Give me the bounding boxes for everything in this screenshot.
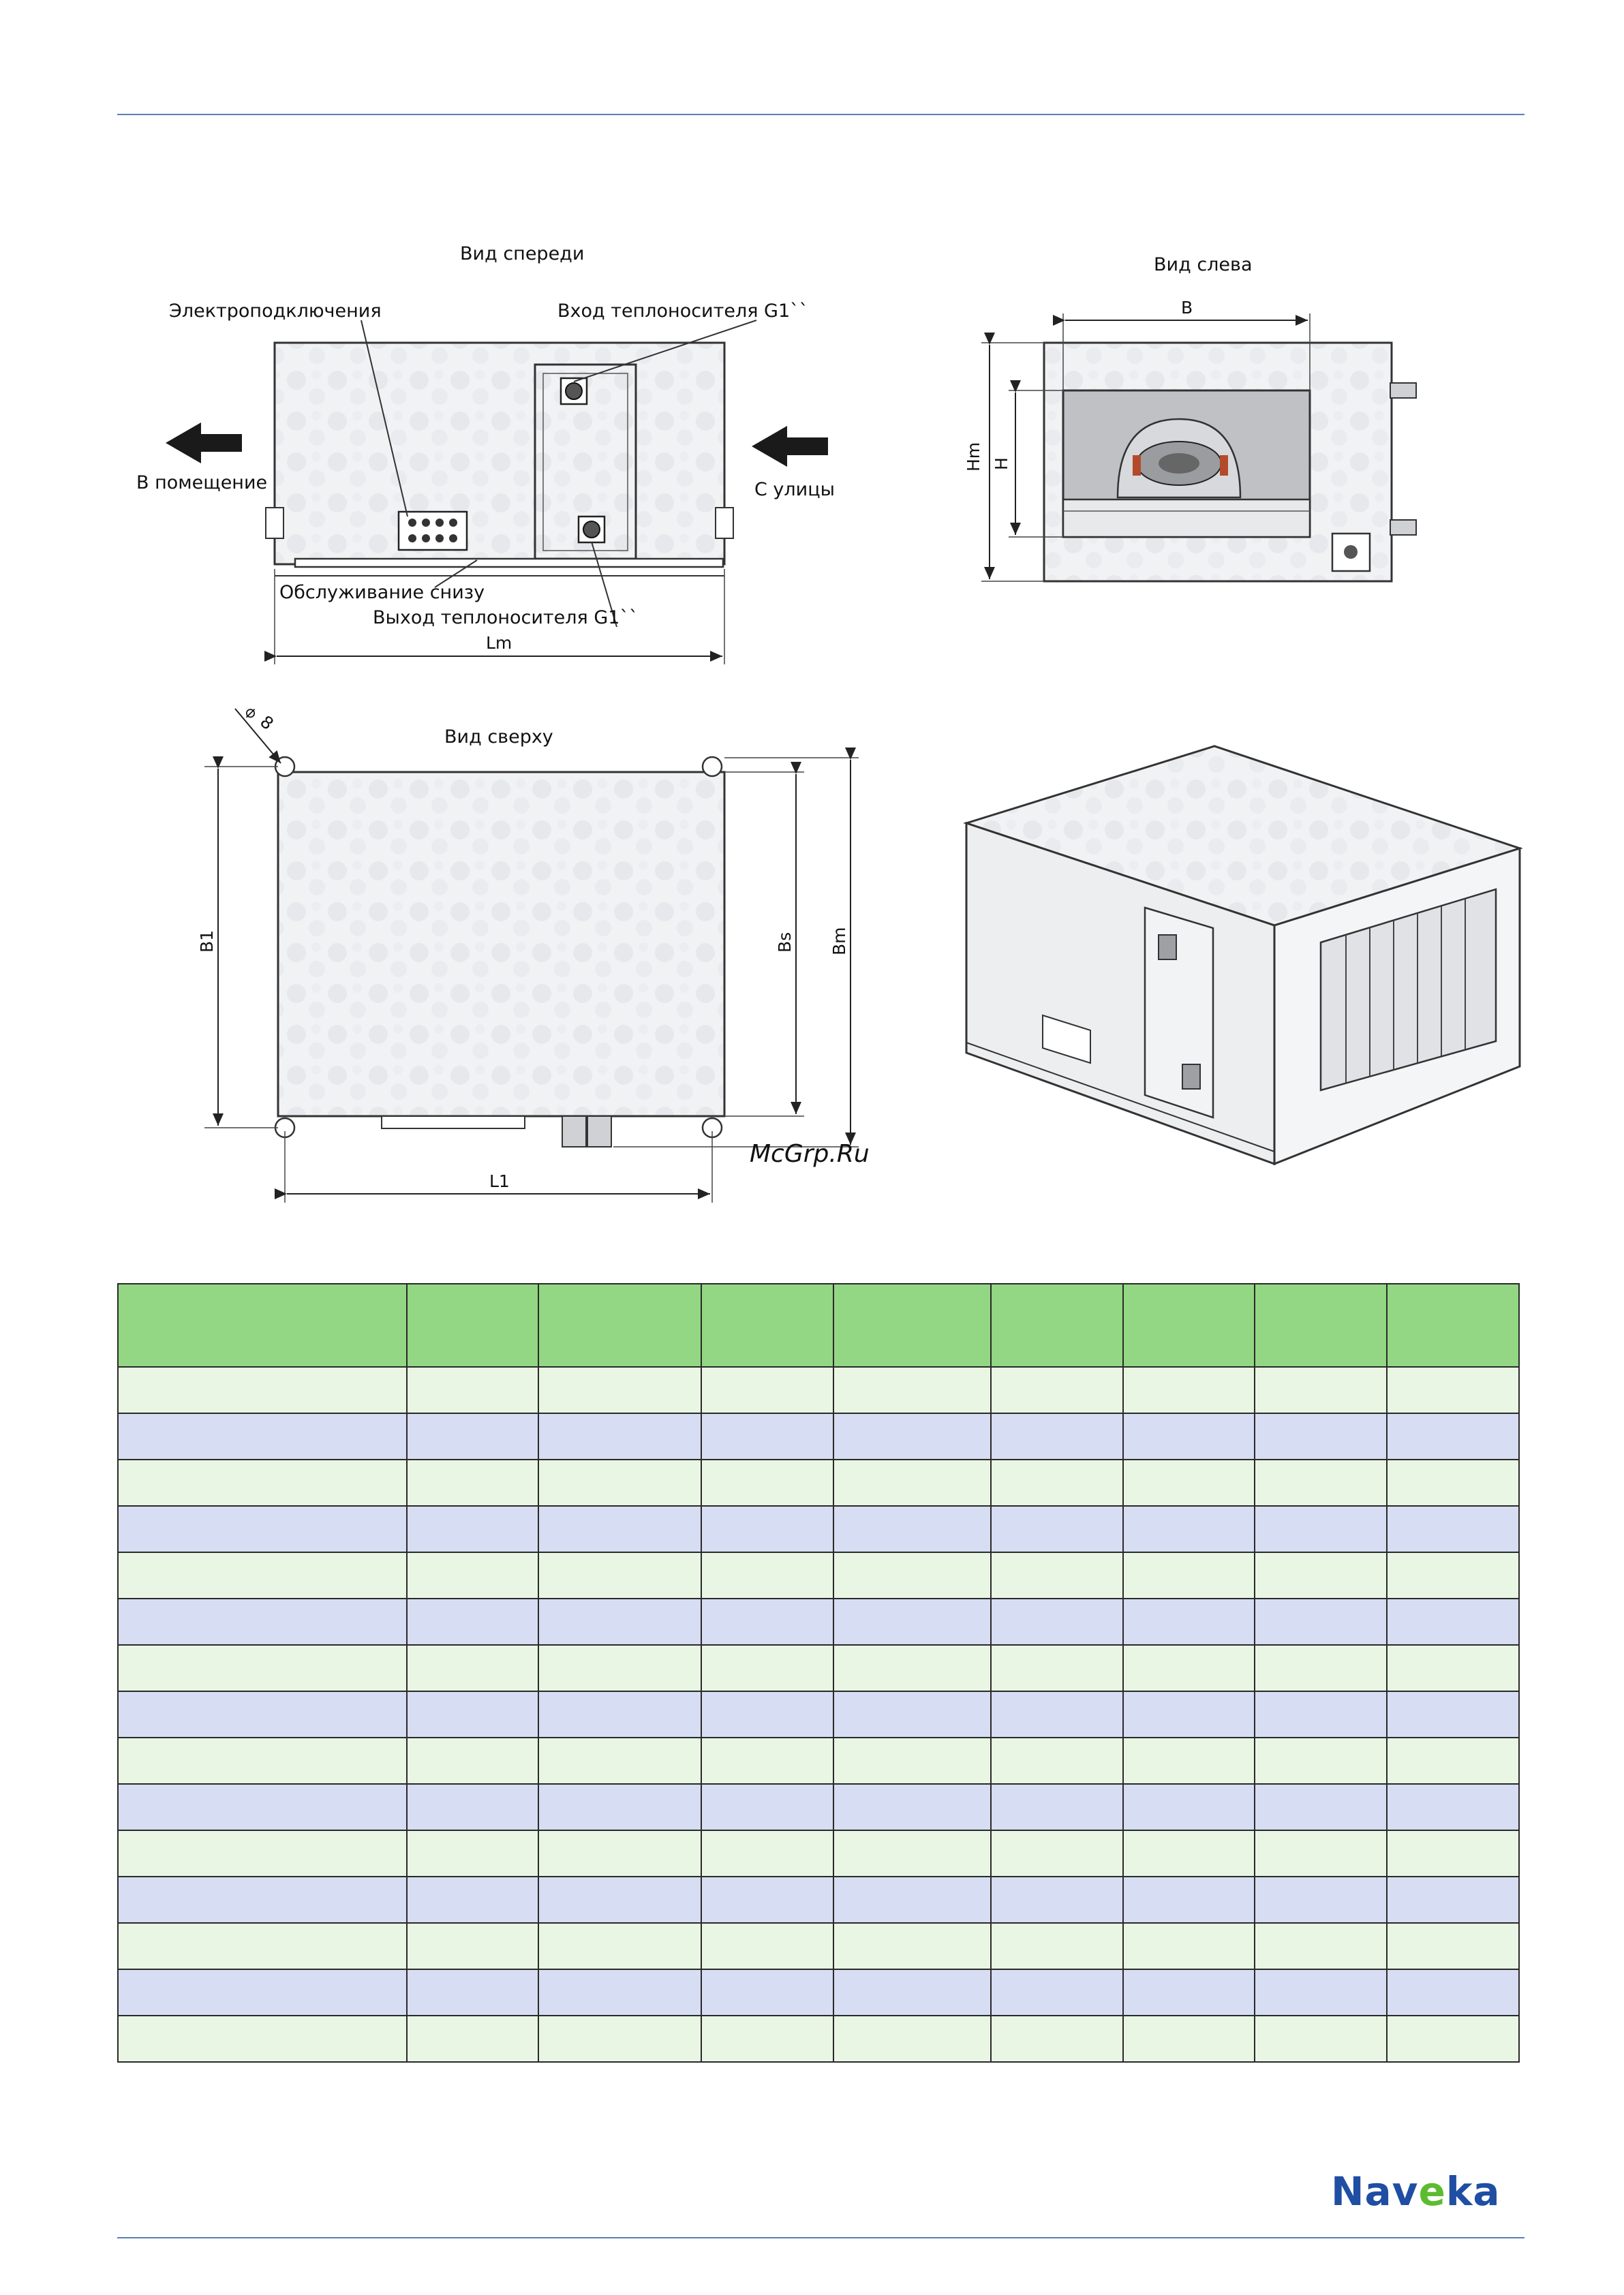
table-row [118,1645,1519,1691]
front-view [136,243,835,664]
left-view [964,254,1416,581]
bottom-rule [117,2237,1525,2238]
label-from-street: С улицы [754,479,835,500]
table-row [118,1923,1519,1969]
dim-lm: Lm [486,633,512,653]
table-row [118,1552,1519,1599]
table-row [118,1506,1519,1552]
dim-b: B [1181,298,1193,318]
spec-table-header [118,1284,1519,1367]
isometric-view [750,746,1520,1168]
naveka-logo [1331,2168,1522,2216]
inlet-fitting-icon [561,378,587,404]
left-view-title: Вид слева [1154,254,1253,275]
dim-hole: 8 [256,711,277,734]
electrical-gland-plate [399,512,467,550]
table-row [118,1830,1519,1877]
table-row [118,1460,1519,1506]
top-view-body [278,772,724,1116]
table-row [118,1784,1519,1830]
front-view-title: Вид спереди [460,243,585,264]
label-service: Обслуживание снизу [279,582,485,603]
dim-h: H [992,457,1011,470]
dim-hole-diameter-icon: ⌀ [245,702,256,722]
dim-bs: Bs [775,931,795,953]
front-view-body [275,343,724,564]
outlet-fitting-icon [579,517,604,542]
logo-text-main: Nav [1331,2168,1419,2215]
dim-b1: B1 [197,929,217,953]
top-view [197,702,859,1203]
label-to-room: В помещение [136,472,268,493]
table-row [118,1969,1519,2016]
table-row [118,1413,1519,1460]
table-row [118,1877,1519,1923]
dim-bm: Bm [829,927,849,955]
dim-hm: Hm [964,442,983,472]
table-row [118,1691,1519,1738]
top-view-title: Вид сверху [444,726,553,748]
airflow-out-arrow-icon [166,422,242,463]
logo-text-end: ka [1445,2168,1501,2215]
spec-table [117,1283,1520,2063]
table-row [118,1367,1519,1413]
logo-text-accent: e [1418,2168,1446,2215]
label-inlet: Вход теплоносителя G1`` [557,301,809,322]
label-electrical: Электроподключения [169,301,382,322]
label-outlet: Выход теплоносителя G1`` [373,607,639,628]
dim-l1: L1 [489,1171,510,1191]
airflow-in-arrow-icon [752,426,828,467]
watermark: McGrp.Ru [750,1140,870,1168]
table-row [118,1738,1519,1784]
table-row [118,2016,1519,2062]
table-row [118,1599,1519,1645]
